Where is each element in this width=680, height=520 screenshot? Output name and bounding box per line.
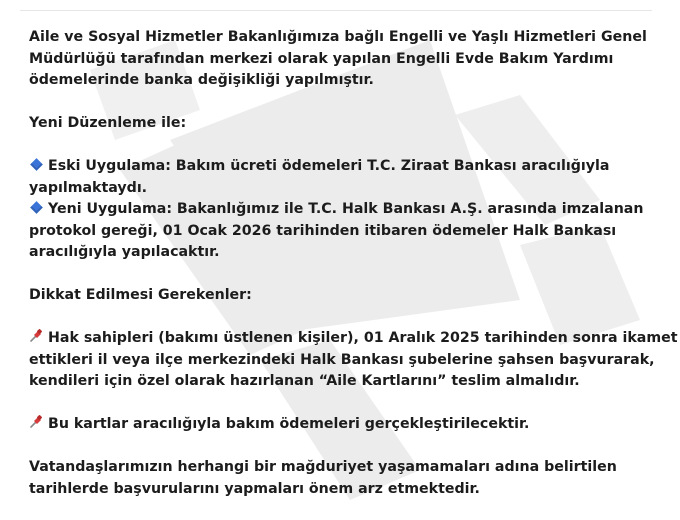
list-item [29,328,678,350]
intro-line-2: Müdürlüğü tarafından merkezi olarak yapılan Engelli Evde Bakım Yardımı [29,50,614,67]
blue-diamond-icon [30,201,43,214]
intro-line-3: ödemelerinde banka değişikliği yapılmıştır. [29,72,374,88]
blue-diamond-icon [30,158,43,171]
list-item [29,199,669,221]
closing-line-2: tarihlerde başvurularını yapmaları önem arz etmektedir. [29,480,480,497]
section-heading-attention: Dikkat Edilmesi Gerekenler: [29,287,252,303]
note-1-line-1: Hak sahipleri (bakımı üstlenen kişiler), 01 Aralık 2025 tarihinden sonra ikamet [48,330,678,346]
old-practice-line-2: yapılmaktaydı. [29,179,148,196]
new-practice-line-3: aracılığıyla yapılacaktır. [29,244,220,260]
closing-line-1: Vatandaşlarımızın herhangi bir mağduriyet yaşamamaları adına belirtilen [29,459,617,475]
note-1-line-2: ettikleri il veya ilçe merkezindeki Halk Bankası şubelerine şahsen başvurarak, [29,351,655,368]
list-item [29,156,669,178]
section-heading-new-regulation: Yeni Düzenleme ile: [29,115,187,131]
announcement-text [29,27,678,500]
new-practice-line-1: Yeni Uygulama: Bakanlığımız ile T.C. Halk Bankası A.Ş. arasında imzalanan [48,201,644,217]
list-item [29,414,669,436]
note-1-line-3: kendileri için özel olarak hazırlanan “Aile Kartlarını” teslim almalıdır. [29,373,580,389]
note-2-line-1: Bu kartlar aracılığıyla bakım ödemeleri gerçekleştirilecektir. [48,416,530,432]
old-practice-line-1: Eski Uygulama: Bakım ücreti ödemeleri T.C. Ziraat Bankası aracılığıyla [48,158,610,174]
pushpin-icon [29,329,43,343]
intro-line-1: Aile ve Sosyal Hizmetler Bakanlığımıza bağlı Engelli ve Yaşlı Hizmetleri Genel [29,29,647,45]
pushpin-icon [29,415,43,429]
new-practice-line-2: protokol gereği, 01 Ocak 2026 tarihinden itibaren ödemeler Halk Bankası [29,222,617,239]
